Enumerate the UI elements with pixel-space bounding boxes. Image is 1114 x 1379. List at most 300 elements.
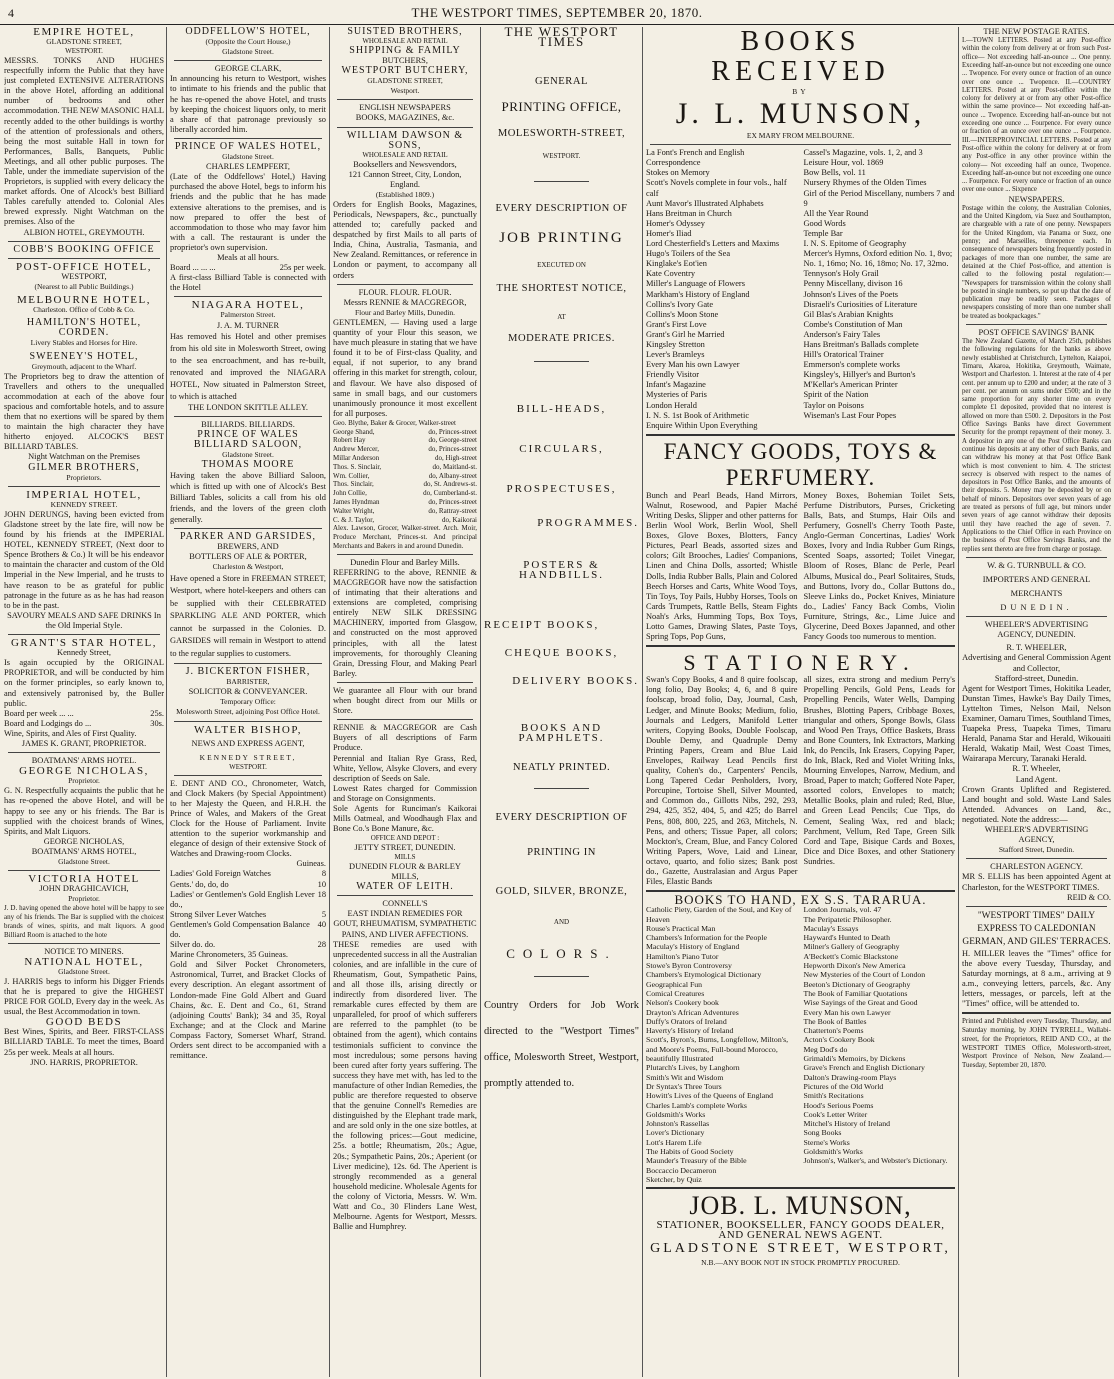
ad-body: Is again occupied by the ORIGINAL PROPRIETOR, and will be conducted by him on the former principles, so early known to, and extensively patronised by, the Buller public. <box>4 658 164 708</box>
ad-subheading: Booksellers and Newsvendors, <box>353 159 457 169</box>
book-item: I. N. S. Epitome of Geography <box>803 239 907 249</box>
book-item: Charles Lamb's complete Works <box>646 1100 747 1110</box>
book-item: Grimaldi's Memoirs, by Dickens <box>803 1054 906 1064</box>
ad-rennie-macgregor <box>333 288 477 893</box>
ad-heading: J. BICKERTON FISHER, <box>185 666 311 678</box>
book-item: Comical Creatures <box>646 988 705 998</box>
ad-empire-hotel <box>4 27 164 238</box>
ad-body: Orders for English Books, Magazines, Periodicals, Newspapers, &c., punctually attended to; carefully packed and despatched by first Mails to all parts of India, China, Australia, Tasmania, and New Zealand. Remittances, or reference in London or payment, to accompany all orders <box>333 199 477 280</box>
ad-subheading: Gladstone Street. <box>222 450 274 459</box>
ad-billiard-saloon <box>170 420 326 525</box>
ad-heading: PARKER AND GARSIDES, <box>179 531 317 543</box>
munson-trade: AND GENERAL NEWS AGENT. <box>718 1229 883 1242</box>
price-label: Marine Chronometers, 35 Guineas. <box>170 950 288 960</box>
book-item: Scott's Novels complete in four vols., half calf <box>646 178 787 198</box>
ad-body: Perennial and Italian Rye Grass, Red, White, Yellow, Alsyke Clovers, and every description of Seeds on Sale. <box>333 753 477 783</box>
book-item: Cassel's Magazine, vols. 1, 2, and 3 <box>803 148 923 158</box>
books-received-heading: BOOKS RECEIVED <box>711 27 890 87</box>
ad-heading: NIAGARA HOTEL, <box>191 299 305 312</box>
book-item: All the Year Round <box>803 208 869 218</box>
price-value: 5 <box>321 909 326 919</box>
ad-body: Having taken the above Billiard Saloon, which is fitted up with one of Alcock's Best Billiard Tables, solicits a call from his old friends, and the lovers of the green cloth generally. <box>170 471 326 525</box>
book-item: Hepworth Dixon's New America <box>803 961 906 971</box>
ad-subheading: MILLS <box>394 853 416 862</box>
column-rule <box>958 27 959 1377</box>
book-item: Chambers's Etymological Dictionary <box>646 970 762 980</box>
book-item: Grave's French and English Dictionary <box>803 1063 925 1073</box>
ad-heading: BILLIARDS. BILLIARDS. <box>201 419 295 429</box>
book-item: Markham's History of England <box>646 289 750 299</box>
ad-subheading: SHIPPING & FAMILY <box>349 44 461 56</box>
book-item: Hayward's Hunted to Death <box>803 933 890 943</box>
ad-body: J. HARRIS begs to inform his Digger Friends that he is prepared to give the HIGHEST PRICE FOR GOLD, Every day in the week. As usual, the Best Accommodation in town. <box>4 976 164 1017</box>
price-label: Silver do. do. <box>170 940 216 950</box>
ad-subheading: BUTCHERS, <box>382 55 428 65</box>
fancy-goods-text: Bunch and Pearl Beads, Hand Mirrors, Walnut, Rosewood, and Papier Maché Writing Desks, Slipper and other patterns for Berlin Wool Work, Berlin Wool, Shell Boxes, Glove Boxes, Blotters, Fancy Pictures, Pearl Beads, assorted sizes and colors; Gilt Brooches, Ladies' Companions, Linen and China Dolls, assorted; Whistle Dolls, India Rubber Balls, Plain and Colored Beech Horses and Carts, White Wood Toys, Tin Toys, Toy Pails, Hubby Horses, Tools on Cards Trumpets, Rattle Bells, Steam Fights Noah's Arks, Humming Tops, Box Toys, Lotto Games, Drawing Slates, Paste Toys, Spring Tops, Pop Guns, <box>646 490 798 642</box>
ad-body: GENTLEMEN, — Having used a large quantity of your Flour this season, we have much pleasure in stating that we have found it to be of First-class Quality, and equal, if not superior, to any brand offering in this market for strength, colour, and flavour. We have also disposed of same in small bags, and our customers unanimously pronounce it most excellent for all purposes. <box>333 317 477 418</box>
ad-subheading: ALBION HOTEL, GREYMOUTH. <box>23 227 145 237</box>
price-label: Gents.' do, do, do <box>170 879 229 889</box>
newspaper-title: THE WESTPORT TIMES, SEPTEMBER 20, 1870. <box>411 5 703 20</box>
ad-body: Agent for Westport Times, Hokitika Leader, Dunstan Times, Hawke's Bay Daily Times, Lyttelton Times, Nelson Mail, Nelson Examiner, Oamaru Times, Southland Times, Tuapeka Press, Tuapeka Times, Timaru Herald, Panama Star and Herald, Wikouaiti Herald, Wakatip Mail, West Coast Times, Wairarapa Mercury, Taranaki Herald. <box>962 683 1111 764</box>
ad-heading: GEORGE NICHOLAS, <box>19 765 149 778</box>
book-item: Geographical Fun <box>646 979 703 989</box>
book-item: Dalton's Drawing-room Plays <box>803 1072 897 1082</box>
price-value: 18 <box>317 889 326 899</box>
book-item: Lott's Harem Life <box>646 1137 702 1147</box>
column-6 <box>962 27 1111 1377</box>
book-item: Hamilton's Piano Tutor <box>646 951 719 961</box>
price-value: 25s. <box>150 708 164 718</box>
column-rule <box>329 27 330 1377</box>
ad-body: H. MILLER leaves the "Times" office for the above every Tuesday, Thursday, and Saturday mornings, at 8 a.m., arriving at 9 a.m., conveying letters, parcels, &c. Any letters, messages, or parcels, left at the "Times" office, will be attended to. <box>962 948 1111 1009</box>
book-item: London Herald <box>646 400 697 410</box>
testimonial-address: do, George-street <box>428 436 477 445</box>
book-item: Good Words <box>803 218 846 228</box>
testimonial-address: do, Kaikorai <box>442 515 477 524</box>
ad-subheading: Temporary Office: <box>220 697 276 707</box>
ad-subheading: OFFICE AND DEPOT : <box>370 834 440 843</box>
ad-subheading: DUNEDIN. <box>1000 603 1073 613</box>
testimonial-name: George Shand, <box>333 427 375 436</box>
book-item: Taylor on Poisons <box>803 400 864 410</box>
ad-suisted-brothers <box>333 27 477 96</box>
book-item: Sketcher, by Quiz <box>646 1174 702 1184</box>
book-item: The Habits of Good Society <box>646 1147 734 1156</box>
books-by: BY <box>792 87 809 96</box>
ad-charleston-agency <box>962 862 1111 902</box>
ad-daily-express <box>962 910 1111 1010</box>
testimonial-name: Millar Anderson <box>333 454 380 463</box>
ad-subheading: J. A. M. TURNER <box>216 320 280 330</box>
ad-walter-bishop <box>170 725 326 772</box>
ad-signature: BOATMANS' ARMS HOTEL, <box>31 846 137 856</box>
ad-heading: ODDFELLOW'S HOTEL, <box>185 27 311 37</box>
ad-subheading: THE LONDON SKITTLE ALLEY. <box>188 402 308 412</box>
ad-heading: "WESTPORT TIMES" DAILY EXPRESS TO CALEDONIAN GERMAN, AND GILES' TERRACES. <box>962 910 1111 947</box>
printing-line: BILL-HEADS, <box>516 402 607 415</box>
ad-heading: CHARLESTON AGENCY. <box>990 862 1083 872</box>
ad-subheading: Stafford-street, Dunedin. <box>994 673 1079 683</box>
testimonial-address: do, Cumberland-st. <box>423 489 477 498</box>
book-item: Wise Sayings of the Great and Good <box>803 998 918 1008</box>
ad-subheading: JETTY STREET, DUNEDIN. <box>354 843 456 853</box>
book-item: Bow Bells, vol. 11 <box>803 168 866 178</box>
ad-body: We guarantee all Flour with our brand when bought direct from our Mills or Store. <box>333 685 477 716</box>
ad-heading: PRINCE OF WALES HOTEL, <box>174 140 322 152</box>
book-item: Tennyson's Holy Grail <box>803 269 879 279</box>
printing-line: AT <box>557 312 566 321</box>
ad-sweeney-hotel <box>4 352 164 483</box>
book-item: Plutarch's Lives, by Langhorn <box>646 1063 740 1073</box>
ad-body: E. DENT AND CO., Chronometer, Watch, and Clock Makers (by Special Appointment) to her Majesty the Queen, and H.R.H. the Prince of Wales, and Makers of the Great Clock for the House of Parliament. Invite attention to the superior workmanship and elegance of design of their extensive Stock of Watches and Drawing-room Clocks. <box>170 778 326 859</box>
column-3 <box>333 27 477 1377</box>
ad-body: G. N. Respectfully acquaints the public that he has re-opened the above Hotel, and will be happy to see any or his friends. The Bar is supplied with the choicest brands of Wines, Spirits, and Malt Liquors. <box>4 786 164 836</box>
printing-line: POSTERS & HANDBILLS. <box>518 559 605 582</box>
book-item: Johnson's Lives of the Poets <box>803 289 899 299</box>
ad-heading: MILLS, <box>391 872 419 882</box>
printing-line: GENERAL <box>535 76 588 88</box>
book-item: Johnson's, Walker's, and Webster's Dictionary. <box>803 1156 948 1166</box>
ad-heading: BOOKS, MAGAZINES, &c. <box>355 113 455 123</box>
ad-boatmans-arms <box>4 756 164 867</box>
printing-line: DELIVERY BOOKS. <box>512 675 639 688</box>
book-item: Cook's Letter Writer <box>803 1109 868 1119</box>
price-header: Guineas. <box>296 859 326 869</box>
ad-heading: FLOUR. FLOUR. FLOUR. <box>358 287 452 297</box>
ad-subheading: Meals at all hours. <box>217 252 279 262</box>
ad-body: Have opened a Store in FREEMAN STREET, Westport, where hotel-keepers and others can be supplied with their CELEBRATED SPARKLING ALE AND PORTER, which cannot be surpassed in the Colonies. D. GARSIDES will remain in Westport to attend to the regular supplies to customers. <box>170 573 326 658</box>
printing-line: GOLD, SILVER, BRONZE, <box>495 885 628 897</box>
ad-subheading: WESTPORT. <box>65 47 103 56</box>
ad-heading: GOUT, RHEUMATISM, SYMPATHETIC PAINS, AND LIVER AFFECTIONS. <box>333 919 477 939</box>
notice-savings-bank <box>962 328 1111 554</box>
testimonial-address: do, Princes-street <box>428 427 477 436</box>
ad-subheading: AGENCY, <box>1018 835 1055 845</box>
ad-subheading: WESTPORT. <box>229 762 267 771</box>
book-item: New Mysteries of the Court of London <box>803 970 926 980</box>
printing-line: JOB PRINTING <box>499 229 624 246</box>
ad-subheading: KENNEDY STREET. <box>50 499 118 509</box>
book-item: The Peripatetic Philosopher. <box>803 914 892 924</box>
printing-line: CHEQUE BOOKS, <box>504 647 619 660</box>
book-item: La Font's French and English Correspondence <box>646 148 745 168</box>
price-value: 28 <box>317 940 326 950</box>
column-rule <box>480 27 481 1377</box>
price-label: Board ... ... ... <box>170 263 216 273</box>
book-item: Emmerson's complete works <box>803 360 900 370</box>
testimonial-name: Thos. S. Sinclair, <box>333 462 382 471</box>
book-item: Beeton's Dictionary of Geography <box>803 979 911 989</box>
book-item: Goldsmith's Works <box>803 1147 863 1156</box>
fancy-goods-heading: FANCY GOODS, TOYS & PERFUMERY. <box>663 438 938 490</box>
ad-subheading: GLADSTONE STREET, <box>46 37 122 47</box>
ad-niagara-hotel <box>170 300 326 412</box>
ad-subheading: NEWS AND EXPRESS AGENT, <box>191 738 305 748</box>
book-item: Kate Coventry <box>646 269 696 279</box>
stationery-heading: STATIONERY. <box>683 650 918 676</box>
ad-signature: Land Agent. <box>1015 774 1058 784</box>
ad-signature: Gladstone Street. <box>58 857 110 867</box>
ad-body: JOHN DERUNGS, having been evicted from Gladstone street by the late fire, will now be found by his friends at the IMPERIAL HOTEL, KENNEDY STREET, (Next door to Spence Brothers & Co.) It will be his endeavor to maintain the character and custom of the Old Imperial in the New Imperial, and he trusts to have reason to be as grateful for public patronage in the future as as he has had reason to be in the past. <box>4 509 164 610</box>
ad-subheading: Kennedy Street, <box>57 648 111 658</box>
ad-body: Lowest Rates charged for Commission and Storage on Consignments. <box>333 783 477 803</box>
page-number: 4 <box>8 6 14 20</box>
ad-body: Wine, Spirits, and Ales of First Quality. <box>4 728 137 738</box>
column-5 <box>646 27 955 1377</box>
munson-name: J. L. MUNSON, <box>675 97 926 131</box>
printing-line: RECEIPT BOOKS, <box>484 619 600 632</box>
book-item: Rouse's Practical Man <box>646 923 716 933</box>
ad-body: J. D. having opened the above hotel will be happy to see any of his friends. The Bar is supplied with the choicest brands of wines, spirits, and malt liquors. A good Billiard Room is attached to the hote <box>4 904 164 939</box>
book-item: Chatterton's Poems <box>803 1026 864 1036</box>
ad-subheading: SOLICITOR & CONVEYANCER. <box>188 687 308 697</box>
ad-subheading: Messrs RENNIE & MACGREGOR, <box>343 297 467 307</box>
book-item: Hood's Serious Poems <box>803 1100 874 1110</box>
testimonial-address: do, High-street <box>435 454 477 463</box>
ad-subheading: 121 Cannon Street, City, London, England. <box>348 169 462 189</box>
printing-line: CIRCULARS, <box>519 442 604 455</box>
ad-signature: JNO. HARRIS, PROPRIETOR. <box>30 1057 138 1067</box>
ad-heading: NOTICE TO MINERS. <box>44 946 124 956</box>
ad-body: THESE remedies are used with unprecedented success in all the Australian colonies, and are infallible in the cure of Rheumatism, Gout, Sympathetic Pains, and all those ills, arising directly or indirectly from disordered liver. The remarkable cures effected by them are unparalleled, for proof of which sufferers are referred to the pamphlet (to be obtained from the agent), which contains testimonials sufficient to convince the most incredulous; some persons having been cured after forty years suffering. The success they have met with, has led to the manufacture of other Indian Remedies, the public are therefore requested to observe that the genuine Connell's Remedies are distinguished by the Elephant trade mark, and are sold only in the one size bottles, at the following prices:—Gout medicine, 25s. a bottle; Rheumatism, 20s.; Ague, 20s.; Sympathetic Pains, 20s.; Aperient (or Liver medicine), 12s. 6d. The Aperient is strongly recommended as a general household medicine. Wholesale Agents for the colony of Victoria, Messrs. W. Wm. Watt and Co., 30 Flinders Lane West, Melbourne. Agents for Westport, Messrs. Ballie and Humphrey. <box>333 939 477 1232</box>
book-item: Lord Chesterfield's Letters and Maxims <box>646 239 780 249</box>
ad-subheading: CHARLES LEMPFERT, <box>205 162 291 172</box>
ad-signature: JAMES K. GRANT, PROPRIETOR. <box>21 738 147 748</box>
ad-heading: ENGLISH NEWSPAPERS <box>359 103 451 113</box>
book-item: Nursery Rhymes of the Olden Times <box>803 178 927 188</box>
publisher-imprint: Printed and Published every Tuesday, Thursday, and Saturday morning, by JOHN TYRRELL, Wallabi-street, for the Proprietors, REID AND CO., at the WESTPORT TIMES Office, Molesworth-street, Westport Province of Nelson, New Zealand.—Tuesday, September 20, 1870. <box>962 1017 1111 1070</box>
ad-subheading: BARRISTER, <box>226 677 270 687</box>
book-item: Homer's Odyssey <box>646 218 705 228</box>
book-item: Meg Dod's do <box>803 1044 848 1054</box>
testimonial-name: James Hyndman <box>333 498 380 507</box>
column-rule <box>166 27 167 1377</box>
stationery-text: all sizes, extra strong and medium Perry's Propelling Pencils, Gold Pens, Leads for Propelling Pencils, Water Wells, Damping Brushes, Blotting Papers, Cribbage Boxes, triangular and others, Sponge Bowls, Glass and Wood Pen Trays, Office Baskets, Brass and Bone Counters, Ink Extractors, Marking Ink, do Pencils, Ink Erasers, Copying Paper, do Ink, Black, Red and Violet Writing Inks, Mourning Envelopes, Narrow, Medium, and Broad, Paper to match; Goffered Note Paper, assorted colors, Envelopes to match; Metallic Books, plain and ruled; Red, Blue, and Green Lead Pencils; Cue Tips, do Cement, Sealing Wax, red and black; Parchment, Vellum, Red Tape, Green Silk Cord and Tape, Bisique Cards and Boxes, Dice and Dice Boxes, and other Stationery Sundries. <box>803 675 955 866</box>
ad-national-hotel <box>4 947 164 1068</box>
price-value: 25s per week. <box>279 263 326 273</box>
book-item: The Book of Familiar Quotations <box>803 988 908 998</box>
book-item: Kinglake's Eot'ien <box>646 259 707 269</box>
ad-subheading: KENNEDY STREET, <box>199 752 297 762</box>
ad-subheading: GEORGE CLARK, <box>214 64 282 74</box>
ad-heading: BOATMANS' ARMS HOTEL. <box>31 756 137 766</box>
ad-subheading: IMPORTERS AND GENERAL <box>982 574 1091 584</box>
book-item: Scott's, Byron's, Burns, Longfellow, Milton's, and Moore's Poems, Full-bound Morocco, beautifully Illustrated <box>646 1035 789 1064</box>
ad-heading: PRINCE OF WALES BILLIARD SALOON, <box>193 428 303 450</box>
book-item: Howitt's Lives of the Queens of England <box>646 1091 773 1101</box>
ad-subheading: MERCHANTS <box>1010 588 1063 598</box>
fancy-goods-list <box>646 491 955 642</box>
price-label: Ladies' Gold Foreign Watches <box>170 869 271 879</box>
book-item: Song Books <box>803 1128 842 1138</box>
book-item: Grant's First Love <box>646 319 707 329</box>
stationery-text: Swan's Copy Books, 4 and 8 quire foolscap, long folio, Day Books; 4, 6, and 8 quire foolscap, broad folio, Day, Journal, Cash, Ledger, and Minute Books; Medium, folio, Journals and Ledgers, Manifold Letter writers, Copying Books, Double Foolscap, Double Demy, and Quadruple Demy Printing Papers, Cream and Blue Laid Envelopes, Railway Lead Pencils first quality, Cohen's do., Carpenters' Pencils, Long Tapered Cedar Penholders, Ivory, Porcupine, Tortoise Shell, Silver Mounted, and Common do., Gillotts Nibs, 292, 293, 294, 425, 352, 404, 5, and 425; do Barrel Pens, 808, 800, 225, and 263, Mitchels, N. Pens, and others; Tissue Paper, all colors; Mockton's, Cream, Blue, and Fancy Colored Writing Papers, Wove, Laid and Linear, octavo, quarto, and folio sizes; Bank post do., Gazette, Australasian and Argus Paper Files, Elastic Bands <box>646 675 798 887</box>
printing-line: NEATLY PRINTED. <box>512 761 611 773</box>
ad-oddfellows-hotel <box>170 27 326 135</box>
ad-subheading: Greymouth, adjacent to the Wharf. <box>31 361 137 371</box>
books-received-list <box>646 148 955 431</box>
book-item: Smith's Wit and Wisdom <box>646 1072 724 1082</box>
book-item: Mitchel's History of Ireland <box>803 1119 891 1129</box>
testimonial-name: Geo. Blythe, Baker & Grocer, Walker-street <box>333 418 456 427</box>
book-item: Nelson's Cookery book <box>646 998 719 1008</box>
ad-subheading: WHOLESALE AND RETAIL <box>362 150 448 159</box>
book-item: Girl of the Period Miscellany, numbers 7 and 9 <box>803 188 955 208</box>
book-item: Dr Syntax's Three Tours <box>646 1081 722 1091</box>
ad-heading: NEWSPAPERS. <box>1008 194 1065 204</box>
testimonial-address: do, Maitland-st. <box>432 462 477 471</box>
ad-heading: COBB'S BOOKING OFFICE <box>13 243 155 255</box>
ad-subheading: Westport. <box>390 86 420 96</box>
testimonial-name: Robert Hay <box>333 436 366 445</box>
ad-heading: W. & G. TURNBULL & CO. <box>987 560 1086 570</box>
ad-body: Sole Agents for Runciman's Kaikorai Mills Oatmeal, and Woodhaugh Flax and Bone Co.'s Bone Manure, &c. <box>333 803 477 834</box>
book-item: Hans Breitman's Ballads complete <box>803 339 919 349</box>
munson-note: N.B.—ANY BOOK NOT IN STOCK PROMPTLY PROCURED. <box>701 1258 900 1268</box>
book-item: Kingsley's, Hillyer's and Burton's <box>803 370 916 380</box>
book-item: Enquire Within Upon Everything <box>646 420 758 430</box>
column-2 <box>170 27 326 1377</box>
book-item: Acton's Cookery Book <box>803 1035 875 1045</box>
book-item: Every Man his own Lawyer <box>803 1007 891 1017</box>
ad-subheading: WESTPORT, <box>61 271 107 281</box>
ad-subheading: (Opposite the Court House,) <box>205 37 291 47</box>
ad-body: Best Wines, Spirits, and Beer. FIRST-CLASS BILLIARD TABLE. To meet the times, Board 25s per week. Meals at all hours. <box>4 1027 164 1057</box>
price-label: Ladies' or Gentlemen's Gold English Lever do., <box>170 889 315 909</box>
ad-subheading: Molesworth Street, adjoining Post Office Hotel. <box>176 707 320 717</box>
ad-subheading: (Nearest to all Public Buildings.) <box>34 281 134 291</box>
ad-body: Crown Grants Uplifted and Registered. Land bought and sold. Waste Land Sales Attended. Advances on Land, &c., negotiated. Note the address:— <box>962 784 1111 824</box>
munson-address: GLADSTONE STREET, WESTPORT, <box>650 1241 951 1257</box>
ad-subheading: Night Watchman on the Premises <box>28 452 140 462</box>
notice-postage-rates <box>962 27 1111 321</box>
printing-line: THE SHORTEST NOTICE, <box>496 282 627 294</box>
ad-body: The New Zealand Gazette, of March 25th, publishes the following regulations for the banks as above newly established at Christchurch, Lyttelton, Kaiapoi, Timaru, Akaroa, Hokitika, Greymouth, Waimate, Westport and Charleston. 1. Interest at the rate of 4 per cent. per annum up to £200 and under; at the rate of 3 per cent. per annum on sums under £500; and in the same proportion for any shorter time on every complete £1 deposited, provided that no interest is allowed on more than £500. 2. Depositors in the Post Office Savings Banks have direct Government Security for the prompt repayment of their money. 3. A depositor in any one of the Post Office Banks can continue his deposits at any other of such Banks, and can withdraw his money at that Post Office Bank which is most convenient to him. 4. The strictest secrecy is observed with respect to the names of depositors in Post Office Banks, and the amounts of their deposits. 5. Money may be deposited by or on behalf of minors. Depositors over seven years of age are treated as persons of full age, but minors under seven years of age cannot withdraw their deposits until they have reached the age of seven. 7. Applications to the Chief Office in each Province on the business of Post Office Savings Banks, and the replies sent thereto are free from charge or postage. <box>962 338 1111 553</box>
book-item: Aunt Mavor's Illustrated Alphabets <box>646 198 764 208</box>
ad-heading: GOOD BEDS <box>45 1016 123 1029</box>
testimonial-address: do, St. Andrews-st. <box>423 480 477 489</box>
printing-line: PRINTING OFFICE, <box>501 99 622 115</box>
ad-heading: WHEELER'S ADVERTISING <box>984 620 1089 630</box>
ad-prince-of-wales-hotel <box>170 142 326 293</box>
printing-line: PROSPECTUSES, <box>506 482 617 495</box>
book-item: Chambers's Information for the People <box>646 933 767 943</box>
book-item: Miller's Language of Flowers <box>646 279 745 289</box>
ad-grants-star-hotel <box>4 638 164 749</box>
ad-subheading: Advertising and General Commission Agent and Collector, <box>962 653 1111 673</box>
book-item: Mercer's Hymns, Oxford edition No. 1, 8vo; No. 1, 16mo; No. 16, 18mo; No. 17, 32mo. <box>803 249 953 269</box>
ad-subheading: WESTPORT BUTCHERY, <box>341 65 469 77</box>
book-item: Leisure Hour, vol. 1869 <box>803 158 884 168</box>
ad-subheading: Livery Stables and Horses for Hire. <box>30 338 138 348</box>
ad-parker-garsides <box>170 532 326 660</box>
ad-heading: WATER OF LEITH. <box>356 881 454 893</box>
ad-heading: HAMILTON'S HOTEL, CORDEN. <box>26 317 142 339</box>
book-item: Combe's Constitution of Man <box>803 319 903 329</box>
book-item: Homer's Iliad <box>646 228 692 238</box>
ad-heading: EMPIRE HOTEL, <box>33 27 135 38</box>
ad-heading: GILMER BROTHERS, <box>28 461 140 473</box>
ad-body: The Proprietors beg to draw the attention of Travellers and others to the unequalled accommodation at each of the above four spacious and comfortable hotels, and to assure them that no exertions will be spared by them to maintain the high character they have hitherto enjoyed. ALCOCK'S BEST BILLIARD TABLES. <box>4 371 164 452</box>
column-rule <box>642 27 643 1377</box>
ad-subheading: Gladstone Street. <box>222 47 274 57</box>
column-1 <box>4 27 164 1377</box>
printing-line: PRINTING IN <box>527 846 596 858</box>
testimonial-name: Wm. Collier, <box>333 471 370 480</box>
ad-body: Gold and Silver Pocket Chronometers, Astronomical, Turret, and Bracket Clocks of every description. An elegant assortment of London-made Fine Gold Albert and Guard Chains, &c. E. Dent and Co., 61, Strand (adjoining Coutts' Bank); 34 and 35, Royal Exchange; and at the Clock and Marine Compass Factory, Somerset Wharf, Strand. Orders sent direct to be accompanied with a remittance. <box>170 960 326 1061</box>
printing-office-title: THE WESTPORT TIMES <box>504 27 619 50</box>
ad-body: I.—TOWN LETTERS. Posted at any Post-office within the colony from delivery at or from such Post-office— Not exceeding half-an-ounce ... One penny. Exceeding half-an-ounce but not exceeding one ounce ... Twopence. For every ounce or fraction of an ounce over one ounce ... Twopence. II.—COUNTRY LETTERS. Posted at any Post-office within the colony for delivery at or from any other Post-office within the same province— Not exceeding half-an-ounce ... Twopence. Exceeding half-an-ounce but not exceeding one ounce ... Fourpence. For every ounce or fraction of an ounce over one ounce ... Fourpence. III.—INTERPROVINCIAL LETTERS. Posted at any Post-office within the colony for delivery at or from any Post-office in any other province within the colony— Not exceeding half an ounce, Twopence. Exceeding half-an-ounce but not exceeding one ounce ... Fourpence. For every ounce or fraction of an ounce over one ounce ... Sixpence <box>962 37 1111 194</box>
printing-line: WESTPORT. <box>542 152 581 161</box>
ad-heading: THE NEW POSTAGE RATES. <box>983 27 1090 36</box>
ad-subheading: BOTTLERS OF ALE & PORTER, <box>189 552 307 562</box>
ad-body: In announcing his return to Westport, wishes to intimate to his friends and the public that he has re-opened the above Hotel, and trusts by keeping the choicest liquors only, to merit a share of that patronage previously so liberally accorded him. <box>170 74 326 134</box>
price-label: Gentlemen's Gold Compensation Balance do. <box>170 919 310 940</box>
ad-heading: NATIONAL HOTEL, <box>24 955 144 968</box>
ad-heading: DUNEDIN FLOUR & BARLEY <box>349 861 461 871</box>
ad-heading: WALTER BISHOP, <box>194 723 302 736</box>
printing-line: BOOKS AND PAMPHLETS. <box>518 721 605 744</box>
book-item: Friendly Visitor <box>646 370 700 380</box>
testimonial-address: do, Rattray-street <box>428 506 477 515</box>
ad-heading: VICTORIA HOTEL <box>28 873 140 886</box>
ad-subheading: Flour and Barley Mills, Dunedin. <box>355 307 455 317</box>
ad-heading: EAST INDIAN REMEDIES FOR <box>347 909 463 919</box>
book-item: Mysteries of Paris <box>646 390 707 400</box>
books-source: EX MARY FROM MELBOURNE. <box>746 131 855 141</box>
munson-trade: STATIONER, BOOKSELLER, FANCY GOODS DEALER, <box>656 1219 945 1232</box>
price-label: Board and Lodgings do ... <box>4 718 92 728</box>
book-item: Stowe's Byron Controversy <box>646 961 732 971</box>
ad-subheading: BREWERS, AND <box>217 542 279 552</box>
ad-signature: GEORGE NICHOLAS, <box>43 836 125 846</box>
ad-subheading: WHEELER'S ADVERTISING <box>984 825 1089 835</box>
price-label: Strong Silver Lever Watches <box>170 909 267 919</box>
ad-subheading: Gladstone Street. <box>58 966 110 976</box>
ad-heading: SWEENEY'S HOTEL, <box>29 350 139 362</box>
ad-subheading: R. T. WHEELER, <box>1006 643 1067 653</box>
testimonial-name: Walter Wright, <box>333 506 375 515</box>
ad-wheeler-agency <box>962 620 1111 855</box>
ad-signature: REID & CO. <box>1067 892 1111 902</box>
testimonial-address: do, Albany-street <box>428 471 477 480</box>
ad-subheading: Dunedin Flour and Barley Mills. <box>350 557 460 567</box>
ad-subheading: Stafford Street, Dunedin. <box>998 845 1075 855</box>
ad-melbourne-hotel <box>4 295 164 315</box>
ad-subheading: SAVOURY MEALS AND SAFE DRINKS In the Old Imperial Style. <box>7 610 161 630</box>
ad-subheading: WHOLESALE AND RETAIL <box>362 37 448 46</box>
testimonial-address: do, Princes-street <box>428 498 477 507</box>
ad-subheading: Palmerston Street. <box>220 310 276 320</box>
fancy-goods-text: Money Boxes, Bohemian Toilet Sets, Perfume Distributors, Purses, Cricketing Balls, Bats, and Stumps, Hair Oils and Perfumery, Gosnell's Cherry Tooth Paste, Anglo-German Concertinas, Ladies' Work Boxes, Ivory and India Rubber Gum Rings, Scented Soaps, assorted; Toilet Vinegar, Bloom of Roses, Blanc de Perle, Pearl Albums, Musical do., Pearl Solitaires, Studs, and Buttons, Ivory do., Collar Buttons do., Sleeve Links do., Pocket Knives, Miniature do., Ladies' Fancy Back Combs, Violin Furniture, Strings, &c., Lime Juice and Glycerine, Deed Boxes Japanned, and other Fancy Goods too numerous to mention. <box>803 490 955 642</box>
books-to-hand-list <box>646 905 955 1184</box>
book-item: Goldsmith's Works <box>646 1109 706 1119</box>
testimonial-name: Andrew Mercer, <box>333 445 379 454</box>
book-item: A'Beckett's Comic Blackstone <box>803 951 899 961</box>
book-item: Wiseman's Last Four Popes <box>803 410 897 420</box>
book-item: Smith's Recitations <box>803 1091 864 1101</box>
book-item: Hill's Oratorical Trainer <box>803 350 884 360</box>
books-to-hand-heading: BOOKS TO HAND, EX S.S. TARARUA. <box>674 892 927 908</box>
ad-body: REFERRING to the above, RENNIE & MACGREGOR have now the satisfaction of intimating that their alterations and extensions are completed, comprising entirely NEW SILK DRESSING MACHINERY, imported from Glasgow, and constructed on the most approved principles, with all the latest improvements, for thoroughly Cleaning Grain, Dressing Flour, and Making Pearl Barley. <box>333 567 477 678</box>
book-item: M'Kellar's American Printer <box>803 380 898 390</box>
printing-line: AND <box>553 917 570 926</box>
ad-imperial-hotel <box>4 490 164 631</box>
book-item: Disraeli's Curiosities of Literature <box>803 299 918 309</box>
book-item: Pictures of the Old World <box>803 1081 884 1091</box>
book-item: Gil Blas's Arabian Knights <box>803 309 894 319</box>
